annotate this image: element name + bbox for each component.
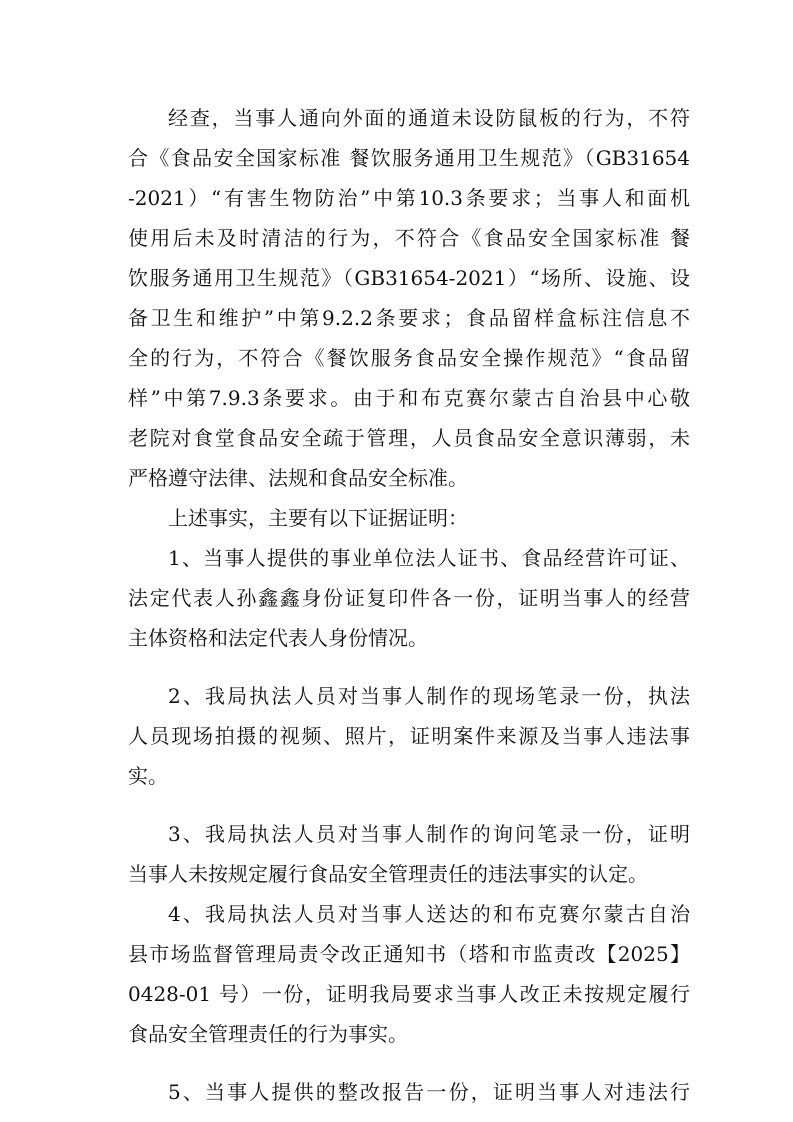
paragraph-evidence-3 [128,814,690,894]
text-line: 4、我局执法人员对当事人送达的和布克赛尔蒙古自治 [168,902,690,926]
paragraph-gap [128,796,690,814]
text-line: -2021）“有害生物防治”中第10.3条要求；当事人和面机 [128,186,690,210]
paragraph-findings [128,98,690,498]
text-line: 老院对食堂食品安全疏于管理，人员食品安全意识薄弱，未 [128,426,690,450]
text-line: 饮服务通用卫生规范》（GB31654-2021）“场所、设施、设 [128,266,690,290]
text-line: 合《食品安全国家标准 餐饮服务通用卫生规范》（GB31654 [128,146,690,170]
text-line: 3、我局执法人员对当事人制作的询问笔录一份，证明 [168,822,690,846]
paragraph-gap [128,1054,690,1072]
text-line: 主体资格和法定代表人身份情况。 [128,626,428,650]
paragraph-evidence-2 [128,676,690,796]
text-line: 人员现场拍摄的视频、照片，证明案件来源及当事人违法事 [128,724,690,748]
paragraph-evidence-intro [128,498,690,538]
text-line: 严格遵守法律、法规和食品安全标准。 [128,466,468,490]
text-line: 样”中第7.9.3条要求。由于和布克赛尔蒙古自治县中心敬 [128,386,690,410]
document-body [128,98,690,1112]
text-line: 法定代表人孙鑫鑫身份证复印件各一份，证明当事人的经营 [128,586,690,610]
text-line: 食品安全管理责任的行为事实。 [128,1022,408,1046]
paragraph-gap [128,658,690,676]
text-line: 0428-01 号）一份，证明我局要求当事人改正未按规定履行 [128,982,690,1006]
text-line: 县市场监督管理局责令改正通知书（塔和市监责改【2025】 [128,942,690,966]
text-line: 经查，当事人通向外面的通道未设防鼠板的行为，不符 [168,106,690,130]
text-line: 5、当事人提供的整改报告一份，证明当事人对违法行 [168,1080,690,1104]
text-line: 1、当事人提供的事业单位法人证书、食品经营许可证、 [168,546,690,570]
paragraph-evidence-1 [128,538,690,658]
text-line: 备卫生和维护”中第9.2.2条要求；食品留样盒标注信息不 [128,306,690,330]
text-line: 使用后未及时清洁的行为，不符合《食品安全国家标准 餐 [128,226,690,250]
text-line: 2、我局执法人员对当事人制作的现场笔录一份，执法 [168,684,690,708]
paragraph-evidence-5 [128,1072,690,1112]
text-line: 全的行为，不符合《餐饮服务食品安全操作规范》“食品留 [128,346,690,370]
text-line: 当事人未按规定履行食品安全管理责任的违法事实的认定。 [128,862,648,886]
text-line: 实。 [128,764,168,788]
text-line: 上述事实，主要有以下证据证明： [168,506,468,530]
paragraph-evidence-4 [128,894,690,1054]
